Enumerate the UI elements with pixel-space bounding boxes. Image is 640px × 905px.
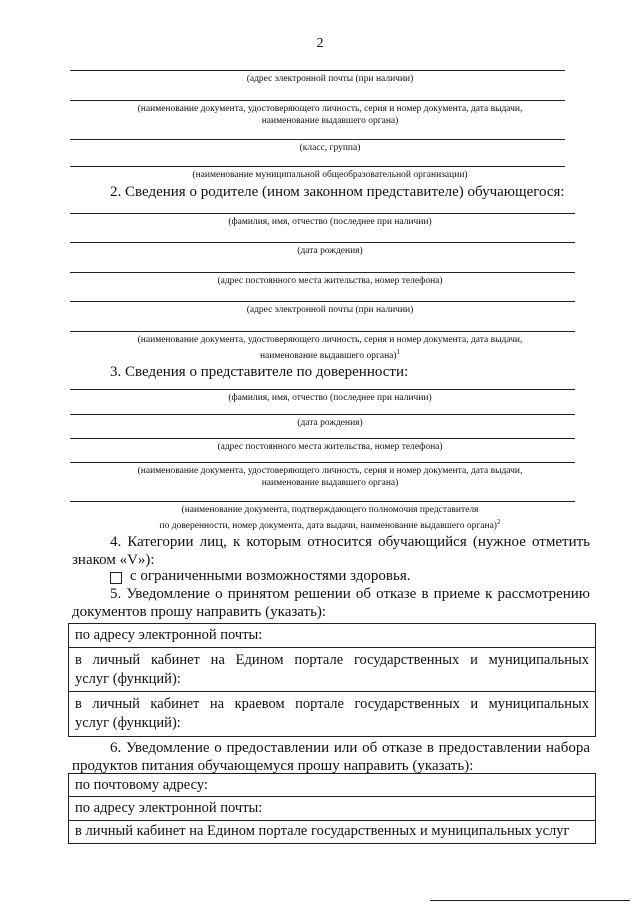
proxy-authority-caption: (наименование документа, подтверждающего полномочия представителя по доверенности, номер документа, дата выдачи, наименование выдавшего органа)$^2$ [159, 505, 501, 532]
section6-option-federal-portal-label: в личный кабинет на Едином портале государственных и муниципальных услуг [75, 823, 570, 839]
student-school-line [70, 166, 565, 167]
parent-email-caption: (адрес электронной почты (при наличии) [246, 305, 414, 315]
parent-fio-caption: (фамилия, имя, отчество (последнее при наличии) [228, 217, 432, 227]
section5-option-regional-portal[interactable] [69, 692, 595, 736]
student-document-line [70, 100, 565, 101]
section5-line2: документов прошу направить (указать): [72, 604, 327, 620]
footnote-2-mark: 2 [496, 518, 501, 526]
section5-option-email-label: по адресу электронной почты: [75, 627, 263, 643]
section6-line2: продуктов питания обучающемуся прошу направить (указать): [72, 758, 474, 774]
disability-checkbox-label: с ограниченными возможностями здоровья. [130, 568, 411, 584]
proxy-address-line [70, 438, 575, 439]
section4-line2: знаком «V»): [72, 552, 155, 568]
proxy-fio-caption: (фамилия, имя, отчество (последнее при наличии) [228, 393, 432, 403]
parent-birth-caption: (дата рождения) [297, 246, 363, 256]
section5-option-regional-portal-label-1: в личный кабинет на краевом портале государственных и муниципальных [75, 696, 589, 712]
student-school-caption: (наименование муниципальной общеобразовательной организации) [192, 170, 468, 180]
proxy-birth-caption: (дата рождения) [297, 418, 363, 428]
parent-fio-line [70, 213, 575, 214]
section6-option-email-label: по адресу электронной почты: [75, 800, 263, 816]
footnote-1-mark: 1 [396, 348, 401, 356]
section5-option-federal-portal[interactable] [69, 648, 595, 692]
section5-options-table [68, 623, 596, 737]
section4-line1: 4. Категории лиц, к которым относится обучающийся (нужное отметить [110, 534, 590, 550]
proxy-document-line [70, 462, 575, 463]
parent-email-line [70, 301, 575, 302]
proxy-authority-line [70, 501, 575, 502]
section6-option-postal[interactable] [69, 774, 595, 797]
proxy-fio-line [70, 389, 575, 390]
parent-address-line [70, 272, 575, 273]
section5-option-regional-portal-label-2: услуг (функций): [75, 715, 181, 731]
student-email-line [70, 70, 565, 71]
parent-address-caption: (адрес постоянного места жительства, номер телефона) [217, 276, 443, 286]
section6-line1: 6. Уведомление о предоставлении или об отказе в предоставлении набора [110, 740, 590, 756]
disability-checkbox[interactable] [110, 572, 122, 584]
section5-option-federal-portal-label-2: услуг (функций): [75, 671, 181, 687]
section3-heading: 3. Сведения о представителе по доверенности: [110, 364, 409, 380]
section5-option-email[interactable] [69, 624, 595, 648]
page-number: 2 [316, 36, 324, 51]
student-class-caption: (класс, группа) [299, 143, 361, 153]
footnote-separator [430, 900, 630, 901]
proxy-birth-line [70, 414, 575, 415]
parent-birth-line [70, 242, 575, 243]
proxy-document-caption: (наименование документа, удостоверяющего личность, серия и номер документа, дата выдачи, наименование выдавшего органа) [137, 466, 523, 488]
section6-option-email[interactable] [69, 797, 595, 821]
student-document-caption: (наименование документа, удостоверяющего личность, серия и номер документа, дата выдачи, наименование выдавшего органа) [137, 104, 523, 126]
parent-document-caption: (наименование документа, удостоверяющего личность, серия и номер документа, дата выдачи, наименование выдавшего органа)$^1$ [137, 335, 523, 362]
section5-line1: 5. Уведомление о принятом решении об отказе в приеме к рассмотрению [110, 586, 590, 602]
student-email-caption: (адрес электронной почты (при наличии) [246, 74, 414, 84]
student-class-line [70, 139, 565, 140]
section6-option-postal-label: по почтовому адресу: [75, 777, 208, 793]
section2-heading: 2. Сведения о родителе (ином законном представителе) обучающегося: [110, 184, 565, 200]
section6-option-federal-portal[interactable] [69, 821, 595, 843]
section5-option-federal-portal-label-1: в личный кабинет на Едином портале государственных и муниципальных [75, 652, 589, 668]
parent-document-line [70, 331, 575, 332]
section6-options-table [68, 773, 596, 844]
proxy-address-caption: (адрес постоянного места жительства, номер телефона) [217, 442, 443, 452]
